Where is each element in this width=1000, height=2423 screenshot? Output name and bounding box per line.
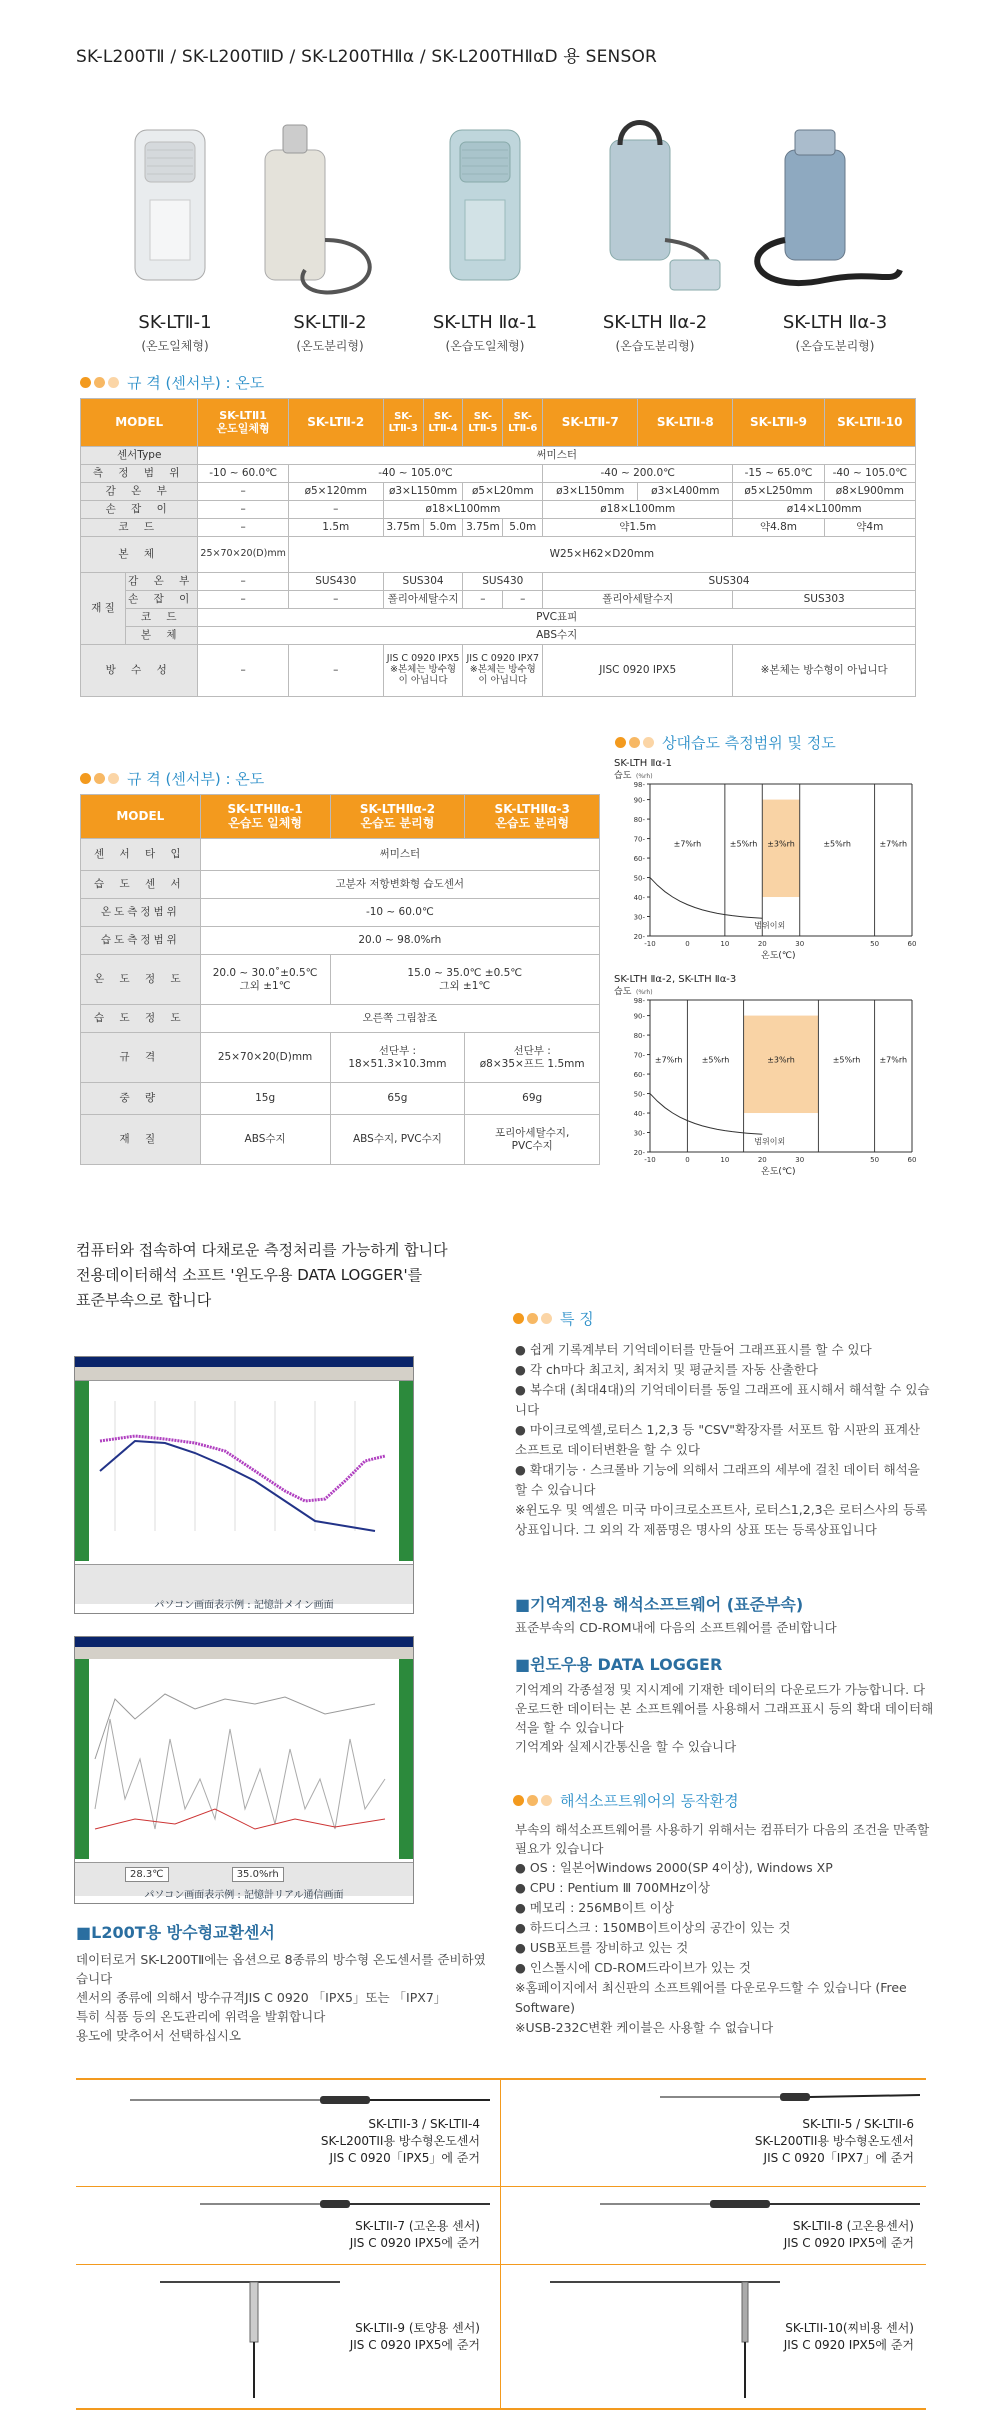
chart-xtick-label: -10: [644, 940, 656, 948]
spec2-heading: 규 격 (센서부) : 온도: [80, 768, 264, 789]
screen2-caption: パソコン画面表示例 : 記憶計リアル通信画面: [144, 1890, 344, 1901]
chart-ytick-label: 98-: [633, 997, 645, 1005]
screen-humid-value: 35.0%rh: [232, 1867, 284, 1882]
divider-3: [76, 2264, 926, 2265]
probe-image-2: [660, 2085, 920, 2109]
probe-label-2: SK-LTII-5 / SK-LTII-6 SK-L200TII용 방수형온도센서 JIS C 0920「IPX7」에 준거: [754, 2117, 914, 2165]
humidity-chart-1: [612, 756, 932, 971]
sensor-image-4: [570, 120, 730, 300]
probe-image-3: [200, 2194, 490, 2214]
chart-xtick-label: 50: [870, 940, 880, 948]
chart-ytick-label: 98-: [633, 781, 645, 789]
env-intro: 부속의 해석소프트웨어를 사용하기 위해서는 컴퓨터가 다음의 조건을 만족할 필요가 있습니다: [515, 1822, 930, 1856]
chart-ytick-label: 40-: [633, 1110, 645, 1119]
env-list: ● OS : 일본어Windows 2000(SP 4이상), Windows XP ● CPU : Pentium Ⅲ 700MHz이상 ● 메모리 : 256MB이트 이상 ● 하드디스크 : 150MB이트이상의 공간이 있는 것 ● USB포트를 장비하고 있는 것 ● 인스톨시에 CD-ROM드라이브가 있는 것 ※홈페이지에서 최신판의 소프트웨어를 다운로우드할 수 있습니다 (Free Software) ※USB-232C변환 케이블은 사용할 수 없습니다: [515, 1860, 907, 2035]
divider-bottom: [76, 2408, 926, 2410]
chart-xtick-label: 60: [907, 1156, 917, 1164]
sensor-caption-1: SK-LTⅡ-1 (온도일체형): [138, 312, 212, 353]
sensor-caption-4: SK-LTH Ⅱα-2 (온습도분리형): [602, 312, 708, 353]
chart-xtick-label: 10: [720, 940, 730, 948]
screenshot-graph-1: [75, 1381, 413, 1561]
chart-ytick-label: 60-: [633, 1071, 645, 1080]
divider-mid: [500, 2080, 501, 2410]
screen-temp-value: 28.3℃: [125, 1867, 169, 1882]
chart-ytick-label: 70-: [633, 835, 645, 844]
chart-xlabel: 온도(℃): [761, 1167, 796, 1177]
chart-ytick-label: 90-: [633, 796, 645, 805]
chart-ytick-label: 50-: [633, 874, 645, 883]
chart-ytick-label: 60-: [633, 855, 645, 864]
screenshot-graph-2: [75, 1659, 413, 1859]
chart-region-label: ±3%rh: [767, 1055, 795, 1065]
spec1-heading: 규 격 (센서부) : 온도: [80, 372, 264, 393]
sensor-image-3: [410, 120, 570, 300]
chart-ytick-label: 90-: [633, 1012, 645, 1021]
chart-region-label: ±5%rh: [701, 1055, 730, 1065]
datalogger-text: 기억계의 각종설정 및 지시계에 기재한 데이터의 다운로드가 가능합니다. 다운로드한 데이터는 본 소프트웨어를 사용해서 그래프표시 등의 확대 데이터해석을 할 수 있습니다 기억계와 실제시간통신을 할 수 있습니다: [515, 1682, 934, 1754]
chart-title: SK-LTH Ⅱα-2, SK-LTH Ⅱα-3: [614, 974, 737, 985]
soft-heading: ■기억계전용 해석소프트웨어 (표준부속): [515, 1595, 804, 1614]
model-header-2: MODEL: [81, 795, 201, 839]
chart-xtick-label: 0: [685, 1156, 690, 1164]
chart-region-label: ±5%rh: [823, 839, 851, 849]
chart-region-label: ±7%rh: [879, 839, 908, 849]
chart-region-label: ±3%rh: [767, 839, 795, 849]
probe-label-6: SK-LTII-10(찌비용 센서) JIS C 0920 IPX5에 준거: [783, 2321, 914, 2352]
chart-ytick-label: 70-: [633, 1051, 645, 1060]
datalogger-heading: ■윈도우용 DATA LOGGER: [515, 1655, 723, 1674]
chart-xtick-label: 20: [757, 940, 767, 948]
chart-note: 범위이외: [754, 1137, 786, 1147]
features-list: ● 쉽게 기록계부터 기억데이터를 만들어 그래프표시를 할 수 있다 ● 각 ch마다 최고치, 최저치 및 평균치를 자동 산출한다 ● 복수대 (최대4대)의 기억데이터를 동일 그래프에 표시해서 해석할 수 있습니다 ● 마이크로엑셀,로터스 1,2,3 등 "CSV"확장자를 서포트 함 시판의 표계산 소프트로 데이터변환을 할 수 있다 ● 확대기능 · 스크롤바 기능에 의해서 그래프의 세부에 걸친 데이터 해석을 할 수 있습니다 ※윈도우 및 엑셀은 미국 마이크로소프트사, 로터스1,2,3은 로터스사의 등록상표입니다. 그 외의 각 제품명은 명사의 상표 또는 등록상표입니다: [515, 1342, 930, 1537]
l200-text: 데이터로거 SK-L200TⅡ에는 옵션으로 8종류의 방수형 온도센서를 준비하였습니다 센서의 종류에 의해서 방수규격JIS C 0920 「IPX5」또는 「IPX7」 특히 식품 등의 온도관리에 위력을 발휘합니다 용도에 맞추어서 선택하십시오: [76, 1952, 486, 2043]
chart-ytick-label: 80-: [633, 1032, 645, 1041]
chart-ytick-label: 80-: [633, 816, 645, 825]
spec-table-2: MODEL SK-LTHⅡα-1 온습도 일체형 SK-LTHⅡα-2 온습도 분리형 SK-LTHⅡα-3 온습도 분리형 센 서 타 입 써미스터 습 도 센 서 고분자 저항변화형 습도센서 온도측정범위 -10 ~ 60.0℃ 습도측정범위 20.0 ~ 98.0%rh 온 도 정 도 20.0 ~ 30.0˚±0.5℃ 그외 ±1℃ 15.0 ~ 35.0℃ ±0.5℃ 그외 ±1℃ 습 도 정 도 오른쪽 그림참조 규 격 25×70×20(D)mm 선단부 : 18×51.3×10.3mm 선단부 : ø8×35×프드 1.5mm 중 량 15g 65g 69g 재 질 ABS수지 ABS수지, PVC수지 포리아세탈수지, PVC수지: [80, 794, 600, 1165]
charts-heading: 상대습도 측정범위 및 정도: [615, 732, 836, 753]
chart-region-label: ±5%rh: [729, 839, 758, 849]
chart-region-label: ±7%rh: [673, 839, 702, 849]
chart-ytick-label: 30-: [633, 1129, 645, 1138]
humidity-chart-2: [612, 972, 932, 1190]
chart-xtick-label: 0: [685, 940, 690, 948]
model-header: MODEL: [81, 399, 198, 447]
env-heading: 해석소프트웨어의 동작환경: [513, 1790, 739, 1811]
sensor-caption-2: SK-LTⅡ-2 (온도분리형): [293, 312, 367, 353]
chart-ylabel: 습도: [614, 771, 632, 781]
chart-xtick-label: 20: [757, 1156, 767, 1164]
sensor-caption-5: SK-LTH Ⅱα-3 (온습도분리형): [782, 312, 888, 353]
l200-heading: ■L200T용 방수형교환센서: [76, 1923, 275, 1942]
chart-xtick-label: 30: [795, 940, 805, 948]
chart-xtick-label: 50: [870, 1156, 880, 1164]
divider-top: [76, 2078, 926, 2080]
chart-region-label: ±7%rh: [654, 1055, 683, 1065]
probe-label-5: SK-LTII-9 (토양용 센서) JIS C 0920 IPX5에 준거: [349, 2321, 480, 2352]
chart-ytick-label: 40-: [633, 894, 645, 903]
sensor-caption-3: SK-LTH Ⅱα-1 (온습도일체형): [432, 312, 538, 353]
chart-yunit: (%rh): [636, 989, 653, 996]
divider-2: [76, 2186, 926, 2187]
chart-xtick-label: 30: [795, 1156, 805, 1164]
chart-xlabel: 온도(℃): [761, 951, 796, 961]
page-title: SK-L200TⅡ / SK-L200TⅡD / SK-L200THⅡα / SK-L200THⅡαD 용 SENSOR: [76, 47, 658, 67]
software-screenshot-2: [74, 1636, 414, 1904]
sensor-image-5: [745, 120, 905, 300]
intro-text: 컴퓨터와 접속하여 다채로운 측정처리를 가능하게 합니다 전용데이터해석 소프트 '윈도우용 DATA LOGGER'를 표준부속으로 합니다: [76, 1241, 448, 1309]
chart-xtick-label: 60: [907, 940, 917, 948]
software-screenshot-1: [74, 1356, 414, 1614]
chart-title: SK-LTH Ⅱα-1: [614, 758, 672, 769]
chart-ytick-label: 20-: [633, 933, 645, 941]
chart-xtick-label: 10: [720, 1156, 730, 1164]
chart-ylabel: 습도: [614, 987, 632, 997]
features-heading: 특 징: [513, 1308, 594, 1329]
chart-limit-curve: [650, 878, 762, 919]
chart-ytick-label: 50-: [633, 1090, 645, 1099]
probe-label-4: SK-LTII-8 (고온용센서) JIS C 0920 IPX5에 준거: [783, 2219, 914, 2250]
spec-table-1: MODEL SK-LTⅡ1 온도일체형 SK-LTⅡ-2 SK-LTⅡ-3 SK-LTⅡ-4 SK-LTⅡ-5 SK-LTⅡ-6 SK-LTⅡ-7 SK-LTⅡ-8 SK-LTⅡ-9 SK-LTⅡ-10 센서Type 써미스터 측 정 범 위 -10 ~ 60.0℃ -40 ~ 105.0℃ -40 ~ 200.0℃ -15 ~ 65.0℃ -40 ~ 105.0℃ 감 온 부 – ø5×120mm ø3×L150mm ø5×L20mm ø3×L150mm ø3×L400mm ø5×L250mm ø8×L900mm 손 잡 이 – – ø18×L100mm ø18×L100mm ø14×L100mm 코 드 – 1.5m 3.75m 5.0m 3.75m 5.0m 약1.5m 약4.8m 약4m 본 체 25×70×20(D)mm W25×H62×D20mm 재 질 감 온 부 – SUS430 SUS304 SUS430 SUS304 손 잡 이 – – 폴리아세탈수지 – – 폴리아세탈수지 SUS303 코 드 PVC표피 본 체 ABS수지 방 수 성 – – JIS C 0920 IPX5 ※본체는 방수형 이 아닙니다 JIS C 0920 IPX7 ※본체는 방수형 이 아닙니다 JISC 0920 IPX5 ※본체는 방수형이 아닙니다: [80, 398, 916, 697]
chart-ytick-label: 30-: [633, 913, 645, 922]
soft-text: 표준부속의 CD-ROM내에 다음의 소프트웨어를 준비합니다: [515, 1620, 837, 1635]
probe-image-1: [130, 2088, 490, 2112]
probe-image-4: [600, 2194, 920, 2214]
screen1-caption: パソコン画面表示例 : 記憶計メイン画面: [154, 1600, 334, 1611]
chart-ytick-label: 20-: [633, 1149, 645, 1157]
sensor-image-2: [235, 120, 395, 300]
chart-region-label: ±7%rh: [879, 1055, 908, 1065]
probe-label-1: SK-LTII-3 / SK-LTII-4 SK-L200TII용 방수형온도센서 JIS C 0920「IPX5」에 준거: [320, 2117, 480, 2165]
probe-label-3: SK-LTII-7 (고온용 센서) JIS C 0920 IPX5에 준거: [349, 2219, 480, 2250]
chart-yunit: (%rh): [636, 773, 653, 780]
sensor-image-1: [95, 120, 255, 300]
chart-note: 범위이외: [754, 921, 786, 931]
chart-xtick-label: -10: [644, 1156, 656, 1164]
chart-region-label: ±5%rh: [832, 1055, 861, 1065]
